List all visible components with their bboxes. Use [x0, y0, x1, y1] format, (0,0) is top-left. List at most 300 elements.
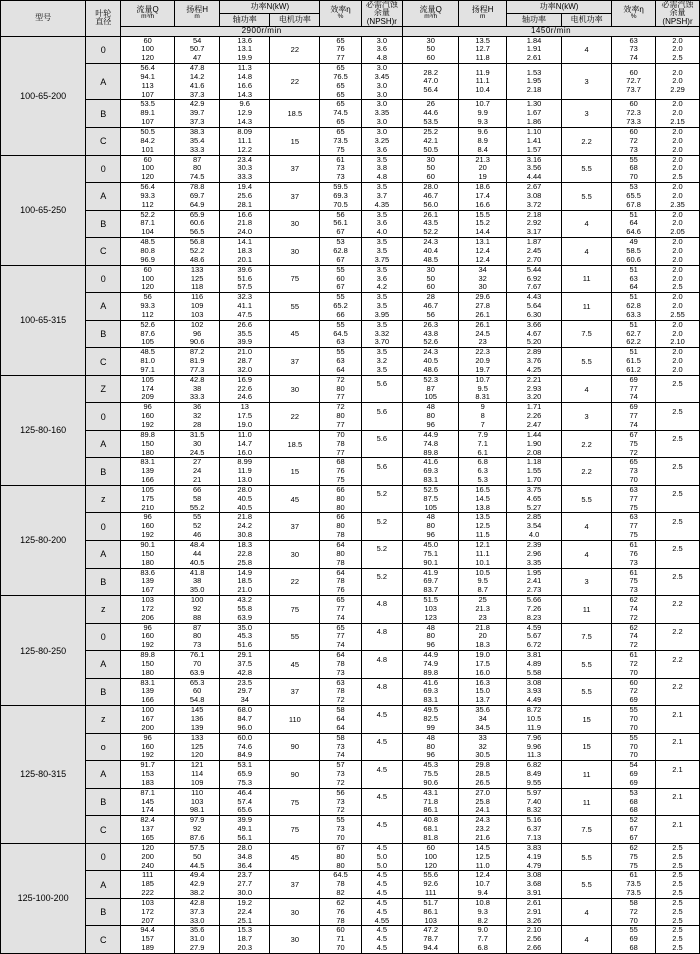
head-right-cell: 13.1 12.4 12.4 — [459, 238, 507, 266]
flow-left-cell: 50.5 84.2 101 — [121, 128, 175, 156]
efficiency-right-cell: 51 63 64 — [612, 265, 656, 293]
model-cell: 125-80-250 — [1, 596, 86, 706]
motor-power-right-cell: 5.5 — [562, 678, 612, 706]
flow-left-cell: 87.1 145 174 — [121, 788, 175, 816]
shaft-power-left-cell: 18.3 22.8 25.8 — [220, 540, 270, 568]
flow-right-cell: 26.3 43.8 52.6 — [403, 320, 459, 348]
motor-power-left-cell: 75 — [270, 265, 320, 293]
model-cell: 100-65-200 — [1, 36, 86, 155]
flow-left-cell: 83.1 139 166 — [121, 458, 175, 486]
npsh-right-cell: 2.0 2.0 2.5 — [656, 265, 700, 293]
head-right-cell: 16.5 14.5 13.8 — [459, 485, 507, 513]
npsh-left-cell: 4.5 4.5 4.5 — [361, 926, 402, 954]
motor-power-left-cell: 55 — [270, 623, 320, 651]
motor-power-right-cell: 7.5 — [562, 320, 612, 348]
efficiency-left-cell: 56 56.1 67 — [320, 210, 361, 238]
npsh-right-cell: 2.5 — [656, 513, 700, 541]
npsh-right-cell: 2.0 2.0 2.0 — [656, 348, 700, 376]
shaft-power-right-cell: 2.67 3.08 3.72 — [506, 183, 561, 211]
npsh-right-cell: 2.2 — [656, 678, 700, 706]
head-left-cell: 87 80 73 — [175, 623, 220, 651]
speed-label-left: 2900r/min — [121, 27, 403, 36]
head-right-cell: 10.7 9.9 9.3 — [459, 100, 507, 128]
flow-right-cell: 24.3 40.5 48.6 — [403, 348, 459, 376]
npsh-left-cell: 5.6 — [361, 430, 402, 458]
impeller-diameter-cell: C — [86, 348, 121, 376]
shaft-power-right-cell: 8.72 10.5 11.9 — [506, 706, 561, 734]
head-right-cell: 21.3 20 19 — [459, 155, 507, 183]
shaft-power-left-cell: 39.9 49.1 56.1 — [220, 816, 270, 844]
head-left-cell: 42.8 37.3 33.0 — [175, 898, 220, 926]
efficiency-right-cell: 61 73.5 73.5 — [612, 871, 656, 899]
table-row — [1, 733, 700, 761]
npsh-left-cell: 3.5 3.7 4.35 — [361, 183, 402, 211]
shaft-power-right-cell: 2.18 2.92 3.17 — [506, 210, 561, 238]
motor-power-left-cell: 45 — [270, 485, 320, 513]
table-row — [1, 485, 700, 513]
shaft-power-left-cell: 35.0 45.3 51.6 — [220, 623, 270, 651]
efficiency-right-cell: 49 58.5 60.6 — [612, 238, 656, 266]
npsh-right-cell: 2.1 — [656, 733, 700, 761]
impeller-diameter-cell: 0 — [86, 403, 121, 431]
head-right-cell: 6.8 6.3 5.3 — [459, 458, 507, 486]
efficiency-right-cell: 51 61.5 61.2 — [612, 348, 656, 376]
table-row — [1, 64, 700, 100]
flow-right-cell: 45.0 75.1 90.1 — [403, 540, 459, 568]
speed-label-right: 1450r/min — [403, 27, 700, 36]
header-head-left: 扬程H m — [175, 1, 220, 27]
efficiency-left-cell: 65 74.5 65 — [320, 100, 361, 128]
npsh-right-cell: 2.0 2.0 2.10 — [656, 320, 700, 348]
flow-right-cell: 48 80 96 — [403, 403, 459, 431]
efficiency-right-cell: 69 77 74 — [612, 375, 656, 403]
flow-right-cell: 25.2 42.1 50.5 — [403, 128, 459, 156]
npsh-left-cell: 4.8 — [361, 596, 402, 624]
table-row — [1, 898, 700, 926]
model-cell: 125-80-160 — [1, 375, 86, 485]
table-row — [1, 540, 700, 568]
npsh-left-cell: 4.5 5.0 5.0 — [361, 843, 402, 871]
flow-right-cell: 44.9 74.8 89.8 — [403, 430, 459, 458]
npsh-right-cell: 2.0 2.0 2.5 — [656, 36, 700, 64]
shaft-power-right-cell: 2.21 2.93 3.20 — [506, 375, 561, 403]
flow-left-cell: 60 100 120 — [121, 36, 175, 64]
npsh-left-cell: 4.5 — [361, 788, 402, 816]
impeller-diameter-cell: B — [86, 568, 121, 596]
npsh-left-cell: 4.5 4.5 4.55 — [361, 898, 402, 926]
header-power-right: 功率N(kW) — [506, 1, 611, 14]
npsh-left-cell: 3.5 3.2 3.5 — [361, 348, 402, 376]
header-shaft-power-right: 轴功率 — [506, 14, 561, 27]
shaft-power-left-cell: 13 17.5 19.0 — [220, 403, 270, 431]
npsh-right-cell: 2.2 — [656, 623, 700, 651]
shaft-power-right-cell: 3.81 4.89 5.58 — [506, 651, 561, 679]
flow-left-cell: 56.4 93.3 112 — [121, 183, 175, 211]
flow-right-cell: 28.2 47.0 56.4 — [403, 64, 459, 100]
npsh-right-cell: 2.2 — [656, 596, 700, 624]
impeller-diameter-cell: o — [86, 733, 121, 761]
motor-power-left-cell: 30 — [270, 540, 320, 568]
npsh-right-cell: 2.0 2.0 2.0 — [656, 128, 700, 156]
efficiency-right-cell: 55 68 70 — [612, 155, 656, 183]
head-left-cell: 87 80 74.5 — [175, 155, 220, 183]
motor-power-left-cell: 18.5 — [270, 430, 320, 458]
flow-left-cell: 52.6 87.6 105 — [121, 320, 175, 348]
header-power-left: 功率N(kW) — [220, 1, 320, 14]
npsh-right-cell: 2.1 — [656, 706, 700, 734]
head-right-cell: 29.8 28.5 26.5 — [459, 761, 507, 789]
motor-power-left-cell: 75 — [270, 596, 320, 624]
impeller-diameter-cell: C — [86, 128, 121, 156]
shaft-power-left-cell: 19.2 22.4 25.1 — [220, 898, 270, 926]
motor-power-right-cell: 11 — [562, 788, 612, 816]
shaft-power-left-cell: 23.5 29.7 34 — [220, 678, 270, 706]
head-left-cell: 47.8 14.2 41.6 37.3 — [175, 64, 220, 100]
head-left-cell: 65.9 60.6 56.5 — [175, 210, 220, 238]
motor-power-right-cell: 15 — [562, 706, 612, 734]
flow-left-cell: 83.6 139 167 — [121, 568, 175, 596]
table-row — [1, 568, 700, 596]
table-row — [1, 128, 700, 156]
shaft-power-right-cell: 3.75 4.65 5.27 — [506, 485, 561, 513]
head-left-cell: 100 92 88 — [175, 596, 220, 624]
head-left-cell: 133 125 118 — [175, 265, 220, 293]
motor-power-right-cell: 11 — [562, 761, 612, 789]
motor-power-left-cell: 37 — [270, 513, 320, 541]
npsh-left-cell: 4.8 — [361, 678, 402, 706]
head-left-cell: 38.3 35.4 33.3 — [175, 128, 220, 156]
shaft-power-right-cell: 1.44 1.90 2.08 — [506, 430, 561, 458]
shaft-power-right-cell: 3.66 4.67 5.20 — [506, 320, 561, 348]
shaft-power-right-cell: 2.85 3.54 4.0 — [506, 513, 561, 541]
shaft-power-left-cell: 15.3 18.7 20.3 — [220, 926, 270, 954]
npsh-right-cell: 2.5 2.5 2.5 — [656, 926, 700, 954]
flow-left-cell: 94.4 157 189 — [121, 926, 175, 954]
motor-power-right-cell: 3 — [562, 100, 612, 128]
motor-power-left-cell: 75 — [270, 816, 320, 844]
motor-power-right-cell: 15 — [562, 733, 612, 761]
motor-power-right-cell: 2.2 — [562, 458, 612, 486]
head-right-cell: 10.7 9.5 8.31 — [459, 375, 507, 403]
motor-power-right-cell: 7.5 — [562, 816, 612, 844]
table-row — [1, 816, 700, 844]
efficiency-left-cell: 67 80 80 — [320, 843, 361, 871]
impeller-diameter-cell: 0 — [86, 513, 121, 541]
impeller-diameter-cell: z — [86, 485, 121, 513]
motor-power-right-cell: 11 — [562, 293, 612, 321]
efficiency-right-cell: 63 73 74 — [612, 36, 656, 64]
table-row — [1, 596, 700, 624]
head-right-cell: 29.6 27.8 26.1 — [459, 293, 507, 321]
npsh-left-cell: 3.5 3.8 4.8 — [361, 155, 402, 183]
flow-right-cell: 45.3 75.5 90.6 — [403, 761, 459, 789]
head-right-cell: 35.6 34 34.5 — [459, 706, 507, 734]
efficiency-right-cell: 62 74 72 — [612, 596, 656, 624]
flow-left-cell: 91.7 153 183 — [121, 761, 175, 789]
impeller-diameter-cell: 0 — [86, 843, 121, 871]
efficiency-right-cell: 65 73 70 — [612, 458, 656, 486]
npsh-right-cell: 2.5 — [656, 485, 700, 513]
motor-power-right-cell: 4 — [562, 926, 612, 954]
head-left-cell: 121 114 109 — [175, 761, 220, 789]
flow-left-cell: 90.1 150 180 — [121, 540, 175, 568]
efficiency-left-cell: 55 64.5 63 — [320, 320, 361, 348]
impeller-diameter-cell: A — [86, 183, 121, 211]
efficiency-right-cell: 63 77 75 — [612, 485, 656, 513]
shaft-power-right-cell: 4.43 5.64 6.30 — [506, 293, 561, 321]
table-row — [1, 348, 700, 376]
efficiency-left-cell: 55 63 64 — [320, 348, 361, 376]
head-left-cell: 133 125 120 — [175, 733, 220, 761]
header-efficiency-right: 效率η % — [612, 1, 656, 27]
efficiency-left-cell: 64 80 78 — [320, 540, 361, 568]
shaft-power-right-cell: 5.44 6.92 7.67 — [506, 265, 561, 293]
npsh-right-cell: 2.0 2.0 2.5 — [656, 155, 700, 183]
efficiency-left-cell: 68 76 75 — [320, 458, 361, 486]
efficiency-right-cell: 67 75 72 — [612, 430, 656, 458]
efficiency-left-cell: 60 71 70 — [320, 926, 361, 954]
impeller-diameter-cell: A — [86, 651, 121, 679]
head-left-cell: 42.8 38 33.3 — [175, 375, 220, 403]
flow-right-cell: 47.2 78.7 94.4 — [403, 926, 459, 954]
efficiency-left-cell: 72 80 77 — [320, 403, 361, 431]
flow-left-cell: 56 93.3 112 — [121, 293, 175, 321]
efficiency-left-cell: 58 64 64 — [320, 706, 361, 734]
shaft-power-left-cell: 19.4 25.6 28.1 — [220, 183, 270, 211]
table-row — [1, 623, 700, 651]
efficiency-right-cell: 51 62.7 62.2 — [612, 320, 656, 348]
table-row — [1, 238, 700, 266]
efficiency-right-cell: 62 75 75 — [612, 843, 656, 871]
shaft-power-right-cell: 2.61 2.91 3.26 — [506, 898, 561, 926]
motor-power-right-cell: 4 — [562, 210, 612, 238]
flow-right-cell: 41.6 69.3 83.1 — [403, 458, 459, 486]
table-row — [1, 843, 700, 871]
head-right-cell: 21.8 20 18.3 — [459, 623, 507, 651]
impeller-diameter-cell: A — [86, 293, 121, 321]
npsh-left-cell: 5.2 — [361, 485, 402, 513]
npsh-left-cell: 4.5 — [361, 733, 402, 761]
efficiency-right-cell: 55 70 70 — [612, 706, 656, 734]
flow-right-cell: 43.1 71.8 86.1 — [403, 788, 459, 816]
efficiency-right-cell: 53 68 68 — [612, 788, 656, 816]
motor-power-right-cell: 4 — [562, 375, 612, 403]
head-right-cell: 12.4 10.7 9.4 — [459, 871, 507, 899]
efficiency-right-cell: 61 72 70 — [612, 651, 656, 679]
model-cell: 125-80-200 — [1, 485, 86, 595]
flow-right-cell: 30 50 60 — [403, 155, 459, 183]
head-left-cell: 110 103 98.1 — [175, 788, 220, 816]
efficiency-left-cell: 65 77 74 — [320, 623, 361, 651]
shaft-power-left-cell: 14.1 18.3 20.1 — [220, 238, 270, 266]
motor-power-right-cell: 5.5 — [562, 485, 612, 513]
npsh-right-cell: 2.5 2.5 2.5 — [656, 843, 700, 871]
head-left-cell: 102 96 90.6 — [175, 320, 220, 348]
head-left-cell: 31.5 30 24.5 — [175, 430, 220, 458]
efficiency-right-cell: 54 69 69 — [612, 761, 656, 789]
impeller-diameter-cell: 0 — [86, 36, 121, 64]
table-row — [1, 788, 700, 816]
head-left-cell: 56.8 52.2 48.6 — [175, 238, 220, 266]
flow-right-cell: 51.5 103 123 — [403, 596, 459, 624]
efficiency-right-cell: 51 64 64.6 — [612, 210, 656, 238]
table-row — [1, 706, 700, 734]
npsh-right-cell: 2.5 — [656, 375, 700, 403]
motor-power-left-cell: 37 — [270, 678, 320, 706]
head-right-cell: 14.5 12.5 11.0 — [459, 843, 507, 871]
shaft-power-right-cell: 6.82 8.49 9.55 — [506, 761, 561, 789]
npsh-left-cell: 3.5 3.6 4.0 — [361, 210, 402, 238]
flow-right-cell: 28.0 46.7 56.0 — [403, 183, 459, 211]
head-right-cell: 25 21.3 23 — [459, 596, 507, 624]
shaft-power-right-cell: 4.59 5.67 6.72 — [506, 623, 561, 651]
table-row — [1, 458, 700, 486]
shaft-power-left-cell: 13.6 13.1 19.9 — [220, 36, 270, 64]
npsh-left-cell: 5.2 — [361, 568, 402, 596]
table-row — [1, 155, 700, 183]
efficiency-left-cell: 65 77 74 — [320, 596, 361, 624]
impeller-diameter-cell: z — [86, 706, 121, 734]
header-npsh-right: 必需汽蚀 余量 (NPSH)r — [656, 1, 700, 27]
head-left-cell: 36 32 28 — [175, 403, 220, 431]
efficiency-right-cell: 61 76 73 — [612, 540, 656, 568]
flow-left-cell: 96 160 192 — [121, 733, 175, 761]
table-row — [1, 100, 700, 128]
shaft-power-right-cell: 5.66 7.26 8.23 — [506, 596, 561, 624]
header-efficiency-left: 效率η % — [320, 1, 361, 27]
head-right-cell: 18.6 17.4 16.6 — [459, 183, 507, 211]
shaft-power-left-cell: 28.0 40.5 40.5 — [220, 485, 270, 513]
flow-left-cell: 82.4 137 165 — [121, 816, 175, 844]
shaft-power-right-cell: 1.53 1.95 2.18 — [506, 64, 561, 100]
impeller-diameter-cell: C — [86, 816, 121, 844]
flow-right-cell: 41.6 69.3 83.1 — [403, 678, 459, 706]
npsh-right-cell: 2.0 2.0 2.05 — [656, 210, 700, 238]
npsh-left-cell: 3.5 3.6 4.2 — [361, 265, 402, 293]
flow-right-cell: 48 80 96 — [403, 733, 459, 761]
flow-left-cell: 111 185 222 — [121, 871, 175, 899]
flow-right-cell: 26 44.6 53.5 — [403, 100, 459, 128]
impeller-diameter-cell: C — [86, 238, 121, 266]
head-left-cell: 78.8 69.7 64.9 — [175, 183, 220, 211]
head-right-cell: 9.6 8.9 8.4 — [459, 128, 507, 156]
efficiency-right-cell: 60 72 73 — [612, 128, 656, 156]
npsh-left-cell: 5.2 — [361, 540, 402, 568]
flow-left-cell: 60 100 120 — [121, 265, 175, 293]
motor-power-left-cell: 55 — [270, 293, 320, 321]
flow-left-cell: 89.8 150 180 — [121, 651, 175, 679]
npsh-right-cell: 2.5 2.5 2.5 — [656, 871, 700, 899]
flow-left-cell: 48.5 80.8 96.9 — [121, 238, 175, 266]
shaft-power-left-cell: 9.6 12.9 14.3 — [220, 100, 270, 128]
motor-power-right-cell: 5.5 — [562, 155, 612, 183]
efficiency-left-cell: 58 73 74 — [320, 733, 361, 761]
shaft-power-right-cell: 2.89 3.76 4.25 — [506, 348, 561, 376]
head-right-cell: 13.5 12.7 11.8 — [459, 36, 507, 64]
table-header — [1, 1, 700, 37]
motor-power-right-cell: 11 — [562, 265, 612, 293]
npsh-left-cell: 4.8 — [361, 651, 402, 679]
motor-power-right-cell: 2.2 — [562, 128, 612, 156]
flow-right-cell: 51.7 86.1 103 — [403, 898, 459, 926]
efficiency-left-cell: 64.5 78 82 — [320, 871, 361, 899]
motor-power-right-cell: 5.5 — [562, 651, 612, 679]
flow-right-cell: 40.8 68.1 81.8 — [403, 816, 459, 844]
motor-power-right-cell: 4 — [562, 898, 612, 926]
npsh-right-cell: 2.0 2.0 2.55 — [656, 293, 700, 321]
shaft-power-right-cell: 2.10 2.56 2.66 — [506, 926, 561, 954]
head-left-cell: 57.5 50 44.5 — [175, 843, 220, 871]
flow-right-cell: 49.5 82.5 99 — [403, 706, 459, 734]
efficiency-left-cell: 70 78 77 — [320, 430, 361, 458]
npsh-right-cell: 2.2 — [656, 651, 700, 679]
impeller-diameter-cell: B — [86, 100, 121, 128]
head-left-cell: 49.4 42.9 38.2 — [175, 871, 220, 899]
npsh-left-cell: 3.5 3.5 3.75 — [361, 238, 402, 266]
efficiency-right-cell: 60 72.7 73.7 — [612, 64, 656, 100]
efficiency-right-cell: 58 72 70 — [612, 898, 656, 926]
head-right-cell: 34 32 30 — [459, 265, 507, 293]
table-body — [1, 36, 700, 953]
head-right-cell: 11.9 11.1 10.4 — [459, 64, 507, 100]
motor-power-left-cell: 37 — [270, 183, 320, 211]
motor-power-right-cell: 4 — [562, 36, 612, 64]
impeller-diameter-cell: B — [86, 210, 121, 238]
motor-power-right-cell: 2.2 — [562, 430, 612, 458]
npsh-left-cell: 5.6 — [361, 375, 402, 403]
npsh-left-cell: 4.5 4.5 4.5 — [361, 871, 402, 899]
npsh-right-cell: 2.5 — [656, 403, 700, 431]
header-impeller: 叶轮 直径 — [86, 1, 121, 37]
shaft-power-right-cell: 1.71 2.26 2.47 — [506, 403, 561, 431]
table-row — [1, 761, 700, 789]
efficiency-right-cell: 69 77 74 — [612, 403, 656, 431]
head-right-cell: 27.0 25.8 24.1 — [459, 788, 507, 816]
table-row — [1, 651, 700, 679]
shaft-power-left-cell: 11.0 14.7 16.0 — [220, 430, 270, 458]
motor-power-left-cell: 30 — [270, 238, 320, 266]
motor-power-right-cell: 5.5 — [562, 348, 612, 376]
head-right-cell: 19.0 17.5 16.0 — [459, 651, 507, 679]
head-right-cell: 7.9 7.1 6.1 — [459, 430, 507, 458]
head-right-cell: 13.5 12.5 11.5 — [459, 513, 507, 541]
shaft-power-left-cell: 46.4 57.4 65.6 — [220, 788, 270, 816]
npsh-left-cell: 3.0 3.45 3.0 3.0 — [361, 64, 402, 100]
impeller-diameter-cell: A — [86, 871, 121, 899]
motor-power-right-cell: 5.5 — [562, 843, 612, 871]
motor-power-left-cell: 90 — [270, 761, 320, 789]
head-right-cell: 9.0 7.7 6.8 — [459, 926, 507, 954]
motor-power-right-cell: 5.5 — [562, 183, 612, 211]
motor-power-left-cell: 22 — [270, 403, 320, 431]
shaft-power-left-cell: 60.0 74.6 84.9 — [220, 733, 270, 761]
motor-power-left-cell: 37 — [270, 155, 320, 183]
flow-left-cell: 105 174 209 — [121, 375, 175, 403]
head-left-cell: 41.8 38 35.0 — [175, 568, 220, 596]
table-row — [1, 265, 700, 293]
motor-power-right-cell: 4 — [562, 540, 612, 568]
header-motor-power-right: 电机功率 — [562, 14, 612, 27]
flow-left-cell: 53.5 89.1 107 — [121, 100, 175, 128]
head-right-cell: 26.1 24.5 23 — [459, 320, 507, 348]
efficiency-left-cell: 53 62.8 67 — [320, 238, 361, 266]
efficiency-right-cell: 55 69 68 — [612, 926, 656, 954]
flow-right-cell: 28 46.7 56 — [403, 293, 459, 321]
motor-power-left-cell: 90 — [270, 733, 320, 761]
motor-power-right-cell: 4 — [562, 513, 612, 541]
efficiency-right-cell: 51 62.8 63.3 — [612, 293, 656, 321]
efficiency-left-cell: 55 60 67 — [320, 265, 361, 293]
